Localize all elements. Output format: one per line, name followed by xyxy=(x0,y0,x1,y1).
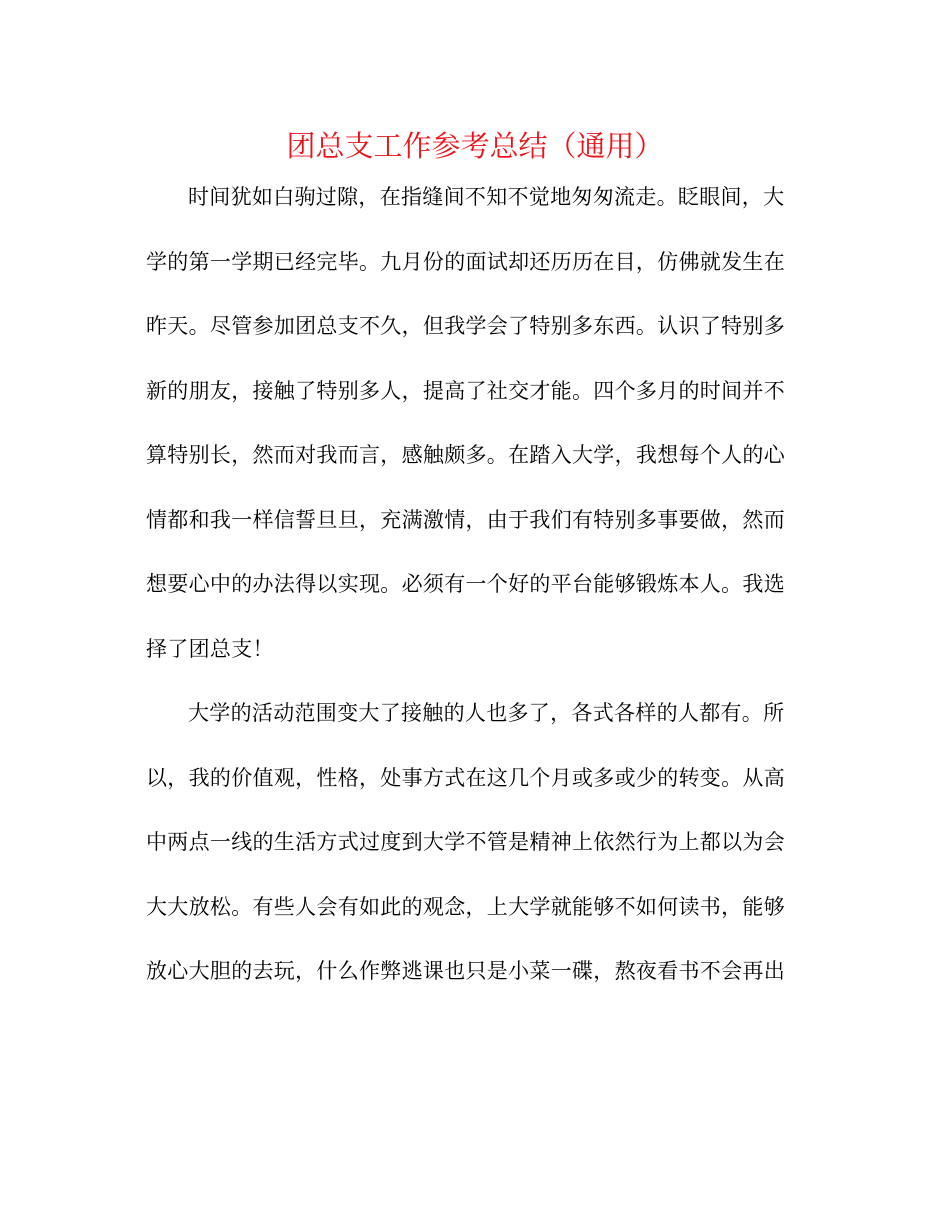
paragraph-line: 中两点一线的生活方式过度到大学不管是精神上依然行为上都以为会 xyxy=(146,830,785,854)
paragraph-line: 大学的活动范围变大了接触的人也多了，各式各样的人都有。所 xyxy=(188,701,785,725)
document-body xyxy=(146,165,802,1004)
paragraph-line: 新的朋友，接触了特别多人，提高了社交才能。四个多月的时间并不 xyxy=(146,378,785,403)
paragraph-line: 时间犹如白驹过隙，在指缝间不知不觉地匆匆流走。眨眼间，大 xyxy=(188,185,785,209)
paragraph-line: 放心大胆的去玩，什么作弊逃课也只是小菜一碟，熬夜看书不会再出 xyxy=(146,959,785,983)
paragraph-line: 大大放松。有些人会有如此的观念，上大学就能够不如何读书，能够 xyxy=(146,894,785,919)
paragraph-line: 算特别长，然而对我而言，感触颇多。在踏入大学，我想每个人的心 xyxy=(146,443,785,467)
document-title: 团总支工作参考总结（通用） xyxy=(286,129,664,163)
paragraph-line: 以，我的价值观，性格，处事方式在这几个月或多或少的转变。从高 xyxy=(146,765,785,790)
paragraph-line: 想要心中的办法得以实现。必须有一个好的平台能够锻炼本人。我选 xyxy=(146,572,785,596)
paragraph-line: 昨天。尽管参加团总支不久，但我学会了特别多东西。认识了特别多 xyxy=(146,314,785,338)
paragraph-line: 情都和我一样信誓旦旦，充满激情，由于我们有特别多事要做，然而 xyxy=(146,507,785,532)
paragraph-line: 学的第一学期已经完毕。九月份的面试却还历历在目，仿佛就发生在 xyxy=(146,249,785,274)
paragraph-line: 择了团总支！ xyxy=(146,636,274,661)
